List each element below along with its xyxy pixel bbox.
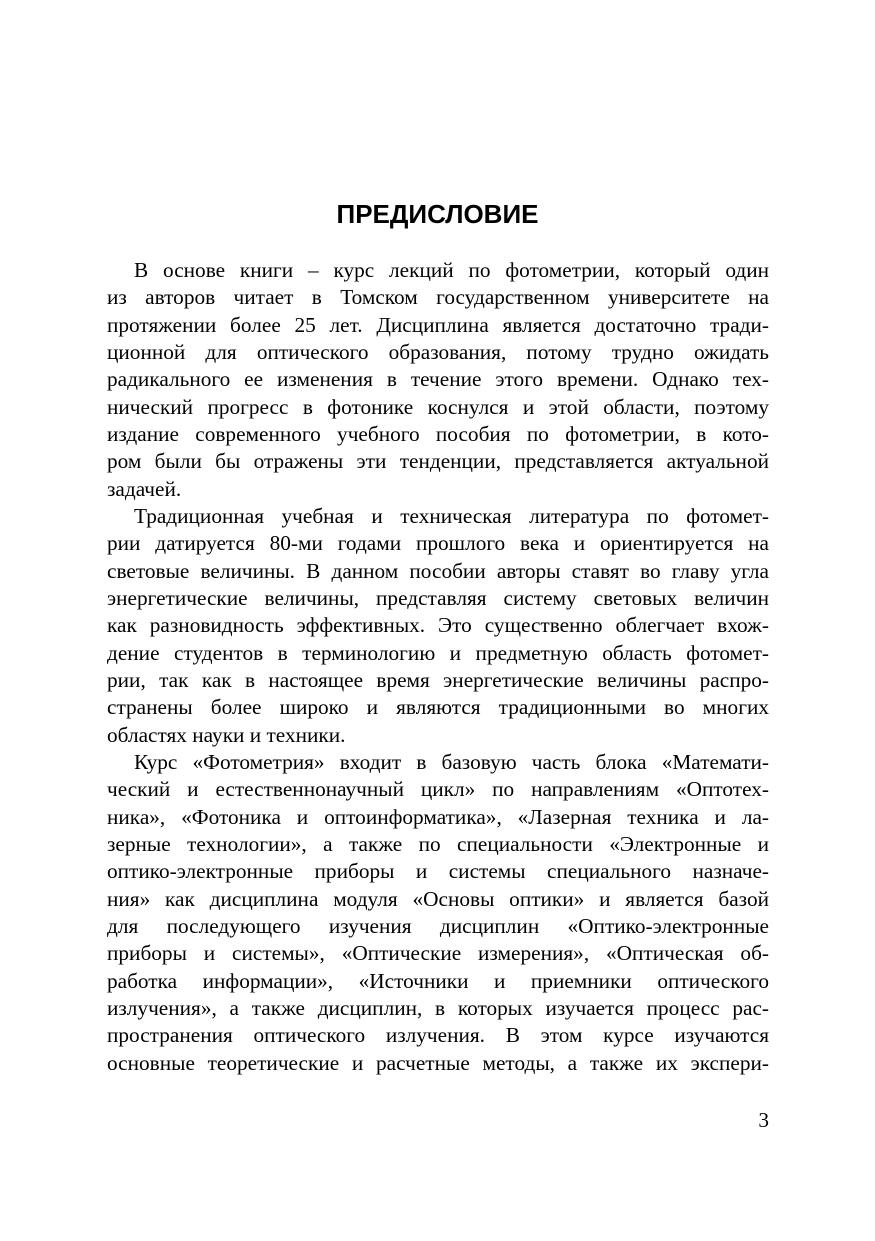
text-line: Традиционная учебная и техническая литература по фотомет-: [134, 503, 769, 528]
text-line: В основе книги – курс лекций по фотометрии, который один: [134, 258, 769, 282]
text-line: ния» как дисциплина модуля «Основы оптики» и является базой: [107, 886, 769, 911]
paragraph-3: [107, 749, 769, 1077]
text-line: работка информации», «Источники и приемники оптического: [107, 968, 769, 993]
text-line: излучения», а также дисциплин, в которых изучается процесс рас-: [107, 995, 769, 1020]
text-line: ческий и естественнонаучный цикл» по направлениям «Оптотех-: [107, 777, 769, 802]
text-line: из авторов читает в Томском государственном университете на: [107, 285, 769, 310]
text-line: световые величины. В данном пособии авторы ставят во главу угла: [107, 558, 769, 583]
text-line: для последующего изучения дисциплин «Оптико-электронные: [107, 913, 769, 938]
page-title: ПРЕДИСЛОВИЕ: [336, 199, 539, 229]
text-line: странены более широко и являются традиционными во многих: [107, 695, 769, 720]
text-line: энергетические величины, представляя систему световых величин: [107, 585, 769, 610]
paragraph-2: [107, 503, 769, 749]
text-line: зерные технологии», а также по специальности «Электронные и: [107, 831, 769, 856]
text-line: дение студентов в терминологию и предметную область фотомет-: [107, 640, 769, 665]
page-number: 3: [758, 1108, 769, 1132]
text-line: ционной для оптического образования, потому трудно ожидать: [107, 339, 769, 364]
text-line: ром были бы отражены эти тенденции, представляется актуальной: [107, 449, 769, 474]
text-line: рии датируется 80-ми годами прошлого века и ориентируется на: [107, 531, 769, 556]
text-line: пространения оптического излучения. В этом курсе изучаются: [107, 1023, 769, 1048]
text-line: областях науки и техники.: [107, 722, 346, 747]
text-line: приборы и системы», «Оптические измерения», «Оптическая об-: [107, 941, 769, 966]
text-line: нический прогресс в фотонике коснулся и этой области, поэтому: [107, 394, 769, 419]
text-line: задачей.: [107, 476, 182, 501]
text-line: издание современного учебного пособия по фотометрии, в кото-: [107, 421, 769, 446]
text-line: ника», «Фотоника и оптоинформатика», «Лазерная техника и ла-: [107, 804, 769, 829]
text-line: как разновидность эффективных. Это существенно облегчает вхож-: [107, 613, 769, 638]
text-line: рии, так как в настоящее время энергетические величины распро-: [107, 667, 769, 692]
text-line: протяжении более 25 лет. Дисциплина является достаточно тради-: [107, 312, 769, 337]
text-line: оптико-электронные приборы и системы специального назначе-: [107, 859, 769, 884]
text-line: Курс «Фотометрия» входит в базовую часть блока «Математи-: [134, 749, 769, 774]
text-line: основные теоретические и расчетные методы, а также их экспери-: [107, 1050, 769, 1075]
text-line: радикального ее изменения в течение этого времени. Однако тех-: [107, 367, 769, 392]
body-text: [107, 257, 769, 1077]
paragraph-1: [107, 257, 769, 503]
